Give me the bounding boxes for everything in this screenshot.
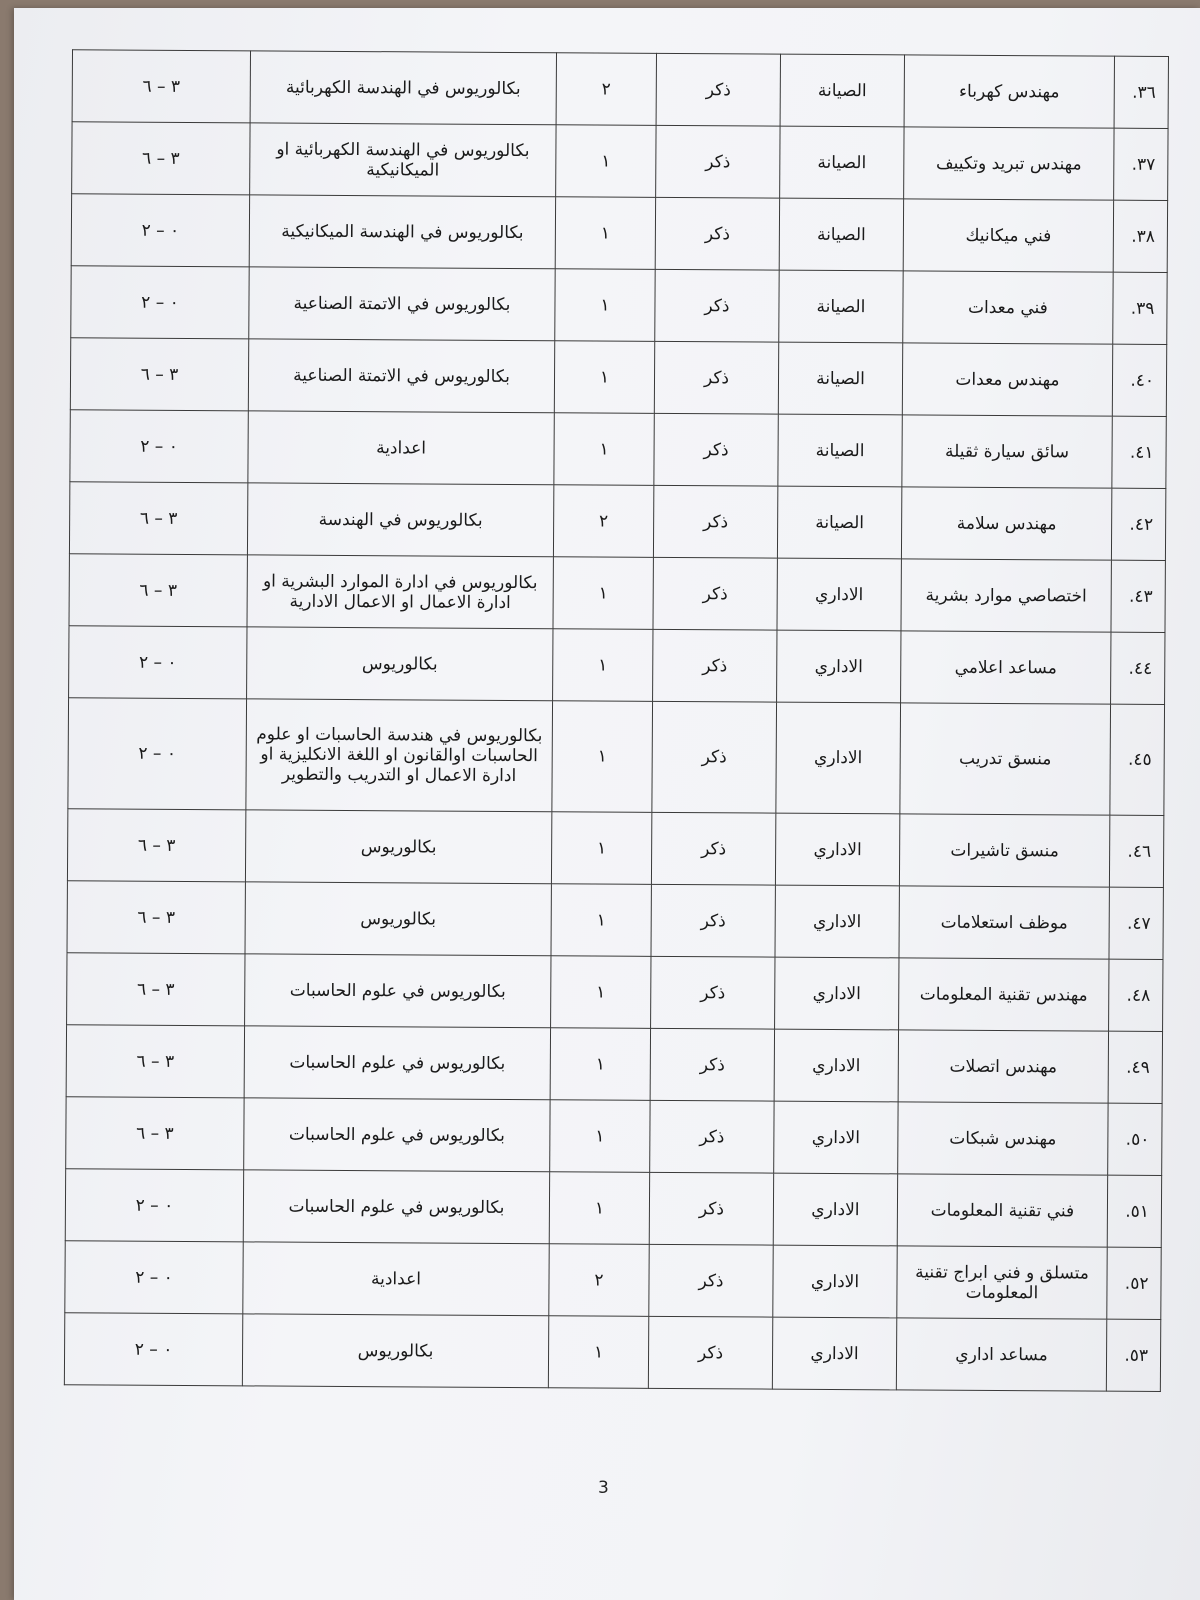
table-row [68, 698, 1165, 816]
department-cell: الصيانة [780, 126, 904, 199]
gender-cell: ذكر [653, 629, 777, 702]
gender-cell: ذكر [654, 413, 778, 486]
row-number-cell: ٤٠. [1112, 344, 1166, 416]
row-number-cell: ٥٠. [1108, 1103, 1162, 1175]
job-title-cell: منسق تاشيرات [899, 814, 1109, 887]
experience-cell: ٠ – ٢ [64, 1313, 242, 1386]
gender-cell: ذكر [651, 812, 775, 885]
experience-cell: ٣ – ٦ [67, 953, 245, 1026]
qualification-cell: بكالوريوس في علوم الحاسبات [243, 1170, 549, 1244]
department-cell: الصيانة [779, 198, 903, 271]
gender-cell: ذكر [650, 1028, 774, 1101]
gender-cell: ذكر [655, 269, 779, 342]
count-cell: ٢ [549, 1244, 649, 1317]
count-cell: ١ [551, 812, 651, 885]
table-row [67, 881, 1163, 960]
table-row [72, 50, 1168, 129]
count-cell: ١ [550, 1100, 650, 1173]
job-title-cell: متسلق و فني ابراج تقنية المعلومات [897, 1246, 1107, 1319]
job-title-cell: مهندس كهرباء [904, 55, 1114, 128]
count-cell: ٢ [553, 485, 653, 558]
table-row [65, 1241, 1161, 1320]
job-title-cell: فني ميكانيك [903, 199, 1113, 272]
gender-cell: ذكر [648, 1316, 772, 1389]
table-row [66, 1097, 1162, 1176]
job-title-cell: مساعد اعلامي [901, 631, 1111, 704]
experience-cell: ٣ – ٦ [69, 482, 247, 555]
department-cell: الاداري [775, 957, 899, 1030]
table-row [71, 194, 1167, 273]
row-number-cell: ٤٨. [1109, 959, 1163, 1031]
job-title-cell: فني معدات [903, 271, 1113, 344]
row-number-cell: ٣٩. [1113, 272, 1167, 344]
qualification-cell: بكالوريوس في الاتمتة الصناعية [249, 267, 555, 341]
job-title-cell: مهندس معدات [902, 343, 1112, 416]
table-row [67, 809, 1163, 888]
experience-cell: ٠ – ٢ [71, 266, 249, 339]
row-number-cell: ٤٩. [1108, 1031, 1162, 1103]
job-title-cell: مهندس سلامة [901, 487, 1111, 560]
table-row [69, 554, 1165, 633]
department-cell: الصيانة [779, 270, 903, 343]
experience-cell: ٠ – ٢ [68, 698, 247, 810]
table-row [72, 122, 1168, 201]
gender-cell: ذكر [652, 701, 777, 813]
department-cell: الاداري [777, 630, 901, 703]
department-cell: الصيانة [780, 54, 904, 127]
gender-cell: ذكر [656, 53, 780, 126]
page-number: 3 [598, 1478, 609, 1498]
experience-cell: ٣ – ٦ [70, 338, 248, 411]
qualification-cell: اعدادية [248, 411, 554, 485]
row-number-cell: ٥٣. [1106, 1319, 1160, 1391]
department-cell: الاداري [776, 702, 901, 814]
job-title-cell: مهندس تقنية المعلومات [899, 958, 1109, 1031]
table-row [69, 482, 1165, 561]
experience-cell: ٠ – ٢ [69, 626, 247, 699]
experience-cell: ٠ – ٢ [71, 194, 249, 267]
count-cell: ١ [555, 197, 655, 270]
department-cell: الاداري [773, 1245, 897, 1318]
count-cell: ١ [550, 1028, 650, 1101]
job-title-cell: اختصاصي موارد بشرية [901, 559, 1111, 632]
count-cell: ١ [555, 269, 655, 342]
qualification-cell: بكالوريوس [245, 810, 551, 884]
job-title-cell: منسق تدريب [900, 703, 1111, 815]
row-number-cell: ٤٦. [1109, 815, 1163, 887]
count-cell: ١ [553, 629, 653, 702]
experience-cell: ٣ – ٦ [72, 50, 250, 123]
department-cell: الاداري [773, 1173, 897, 1246]
qualification-cell: بكالوريوس [245, 882, 551, 956]
qualification-cell: اعدادية [243, 1242, 549, 1316]
qualification-cell: بكالوريوس في هندسة الحاسبات او علوم الحاسبات اوالقانون او اللغة الانكليزية او ادارة الاعمال او التدريب والتطوير [246, 699, 553, 812]
count-cell: ١ [551, 884, 651, 957]
count-cell: ١ [549, 1172, 649, 1245]
job-title-cell: مهندس شبكات [898, 1102, 1108, 1175]
department-cell: الصيانة [778, 414, 902, 487]
department-cell: الاداري [774, 1101, 898, 1174]
qualification-cell: بكالوريوس في علوم الحاسبات [245, 954, 551, 1028]
job-title-cell: مساعد اداري [896, 1318, 1106, 1391]
gender-cell: ذكر [654, 341, 778, 414]
department-cell: الاداري [772, 1317, 896, 1390]
row-number-cell: ٣٧. [1114, 128, 1168, 200]
department-cell: الصيانة [778, 342, 902, 415]
gender-cell: ذكر [655, 197, 779, 270]
jobs-table-body [64, 50, 1168, 1392]
count-cell: ١ [554, 413, 654, 486]
qualification-cell: بكالوريوس [247, 627, 553, 701]
job-title-cell: موظف استعلامات [899, 886, 1109, 959]
gender-cell: ذكر [653, 485, 777, 558]
row-number-cell: ٤٥. [1110, 704, 1165, 815]
gender-cell: ذكر [653, 557, 777, 630]
table-row [65, 1169, 1161, 1248]
qualification-cell: بكالوريوس في ادارة الموارد البشرية او ادارة الاعمال او الاعمال الادارية [247, 555, 553, 629]
experience-cell: ٣ – ٦ [67, 809, 245, 882]
qualification-cell: بكالوريوس في الهندسة الكهربائية [250, 51, 556, 125]
qualification-cell: بكالوريوس في الهندسة الكهربائية او الميكانيكية [250, 123, 556, 197]
row-number-cell: ٤٧. [1109, 887, 1163, 959]
job-title-cell: مهندس اتصلات [898, 1030, 1108, 1103]
table-row [66, 1025, 1162, 1104]
department-cell: الاداري [774, 1029, 898, 1102]
gender-cell: ذكر [650, 1100, 774, 1173]
row-number-cell: ٣٦. [1114, 56, 1168, 128]
experience-cell: ٣ – ٦ [72, 122, 250, 195]
experience-cell: ٣ – ٦ [69, 554, 247, 627]
row-number-cell: ٤٣. [1111, 560, 1165, 632]
table-row [70, 410, 1166, 489]
table-row [71, 266, 1167, 345]
qualification-cell: بكالوريوس في علوم الحاسبات [244, 1098, 550, 1172]
gender-cell: ذكر [649, 1172, 773, 1245]
count-cell: ١ [556, 125, 656, 198]
qualification-cell: بكالوريوس [242, 1314, 548, 1388]
count-cell: ١ [548, 1316, 648, 1389]
count-cell: ٢ [556, 53, 656, 126]
qualification-cell: بكالوريوس في الهندسة الميكانيكية [249, 195, 555, 269]
count-cell: ١ [552, 701, 653, 813]
row-number-cell: ٤١. [1112, 416, 1166, 488]
gender-cell: ذكر [651, 956, 775, 1029]
experience-cell: ٣ – ٦ [67, 881, 245, 954]
department-cell: الاداري [775, 813, 899, 886]
experience-cell: ٣ – ٦ [66, 1097, 244, 1170]
experience-cell: ٠ – ٢ [65, 1241, 243, 1314]
qualification-cell: بكالوريوس في علوم الحاسبات [244, 1026, 550, 1100]
qualification-cell: بكالوريوس في الاتمتة الصناعية [248, 339, 554, 413]
row-number-cell: ٤٢. [1111, 488, 1165, 560]
row-number-cell: ٥٢. [1107, 1247, 1161, 1319]
job-title-cell: فني تقنية المعلومات [897, 1174, 1107, 1247]
count-cell: ١ [554, 341, 654, 414]
jobs-table [64, 49, 1169, 1392]
table-row [70, 338, 1166, 417]
department-cell: الاداري [775, 885, 899, 958]
row-number-cell: ٥١. [1107, 1175, 1161, 1247]
table-row [67, 953, 1163, 1032]
experience-cell: ٠ – ٢ [65, 1169, 243, 1242]
job-title-cell: سائق سيارة ثقيلة [902, 415, 1112, 488]
gender-cell: ذكر [649, 1244, 773, 1317]
row-number-cell: ٤٤. [1111, 632, 1165, 704]
count-cell: ١ [551, 956, 651, 1029]
experience-cell: ٣ – ٦ [66, 1025, 244, 1098]
row-number-cell: ٣٨. [1113, 200, 1167, 272]
table-row [69, 626, 1165, 705]
gender-cell: ذكر [651, 884, 775, 957]
job-title-cell: مهندس تبريد وتكييف [904, 127, 1114, 200]
count-cell: ١ [553, 557, 653, 630]
gender-cell: ذكر [656, 125, 780, 198]
table-row [64, 1313, 1160, 1392]
qualification-cell: بكالوريوس في الهندسة [247, 483, 553, 557]
department-cell: الصيانة [777, 486, 901, 559]
experience-cell: ٠ – ٢ [70, 410, 248, 483]
department-cell: الاداري [777, 558, 901, 631]
